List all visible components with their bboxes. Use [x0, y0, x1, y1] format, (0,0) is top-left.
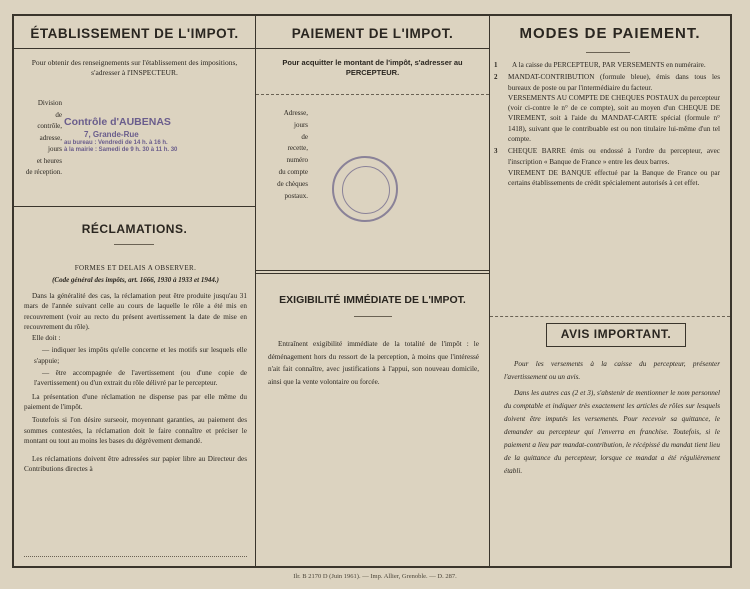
divider — [256, 48, 489, 49]
label: Division — [37, 99, 62, 107]
inspector-stamp — [64, 116, 254, 153]
label: jours — [294, 120, 308, 129]
reclamations-body — [24, 264, 247, 475]
paragraph: — indiquer les impôts qu'elle concerne et les motifs sur lesquels elle s'appuie; — [34, 346, 247, 365]
label: du compte — [278, 167, 308, 176]
column-etablissement — [14, 16, 256, 566]
label: de — [55, 110, 62, 119]
label: numéro — [286, 156, 308, 165]
stamp-line: Contrôle d'AUBENAS — [64, 116, 171, 128]
avis-title: AVIS IMPORTANT. — [560, 327, 672, 341]
avis-body — [504, 358, 720, 478]
avis-paragraph: Pour les versements à la caisse du percepteur, présenter l'avertissement ou un avis. — [504, 360, 720, 381]
mode-item-1: 1 A la caisse du PERCEPTEUR, PAR VERSEMENTS en numéraire. — [508, 60, 720, 70]
postmark-seal — [332, 156, 398, 222]
column-paiement — [256, 16, 490, 566]
code-reference: (Code général des impôts, art. 1666, 1930 à 1933 et 1944.) — [52, 276, 219, 284]
dashed-line — [256, 94, 489, 95]
stamp-line: 7, Grande-Rue — [84, 130, 139, 139]
postmark-inner-ring — [342, 166, 390, 214]
short-rule — [354, 316, 392, 317]
percepteur-labels — [260, 108, 308, 202]
stamp-line: à la mairie : Samedi de 9 h. 30 à 11 h. 30 — [64, 147, 178, 153]
paiement-intro: Pour acquitter le montant de l'impôt, s'adresser au PERCEPTEUR. — [282, 58, 463, 77]
avis-box — [546, 323, 686, 347]
exigibilite-text: Entraînent exigibilité immédiate de la totalité de l'impôt : le déménagement hors du ressort de la perception, à moins que l'intéressé n'ait fait connaître, avec justifications à l'appui, son nouveau domicile, ainsi que la vente volontaire ou forcée. — [268, 340, 479, 386]
paragraph: Les réclamations doivent être adressées sur papier libre au Directeur des Contributions directes à — [24, 455, 247, 474]
label: recette, — [287, 144, 308, 153]
stamp-line: au bureau : Vendredi de 14 h. à 16 h. — [64, 140, 168, 146]
label: de — [301, 132, 308, 141]
label: et heures — [36, 156, 62, 165]
label: de chèques — [277, 179, 308, 188]
mode-text: VIREMENT DE BANQUE effectué par la Banque de France ou par certains établissements de crédit spécialement autorisés à cet effet. — [508, 168, 720, 188]
divider — [256, 270, 489, 271]
printer-footer: Ilr. B 2170 D (Juin 1961). — Imp. Allier, Grenoble. — D. 287. — [293, 573, 457, 580]
label: postaux. — [284, 191, 308, 200]
label: adresse, — [39, 133, 62, 142]
mode-text: CHEQUE BARRE émis ou endossé à l'ordre du percepteur, avec l'inscription « Banque de France » entre les deux barres. — [508, 147, 720, 166]
etablissement-title: ÉTABLISSEMENT DE L'IMPOT. — [30, 26, 239, 41]
dotted-line — [24, 556, 247, 557]
outer-frame — [12, 14, 732, 568]
paragraph: Toutefois si l'on désire surseoir, moyennant garanties, au paiement des sommes contestées, la réclamation doit le faire connaître et préciser le montant ou tout au moins les bases du dégrèvement demandé. — [24, 416, 247, 445]
paiement-title: PAIEMENT DE L'IMPOT. — [291, 26, 454, 41]
divider — [14, 48, 255, 49]
formes-title: FORMES ET DELAIS A OBSERVER. — [74, 264, 197, 272]
label: jours — [48, 145, 62, 153]
short-rule — [114, 244, 154, 245]
mode-item-2: 2 MANDAT-CONTRIBUTION (formule bleue), émis dans tous les bureaux de poste ou par l'intermédiaire du facteur. VERSEMENTS AU COMPTE DE CHEQUES POSTAUX du percepteur (voir ci-contre le n° de ce compte), soit au moyen d'un CHEQUE DE VIREMENT, soit à l'aide du MANDAT-CARTE spécial (formule n° 1418), suivant que le contribuable est ou non titulaire lui-même d'un tel compte. — [494, 73, 720, 144]
short-rule — [586, 52, 630, 53]
modes-list — [494, 60, 720, 189]
modes-title: MODES DE PAIEMENT. — [519, 25, 701, 42]
label: contrôle, — [37, 122, 62, 130]
divider — [14, 206, 255, 207]
paragraph: — être accompagnée de l'avertissement (ou d'une copie de l'avertissement) ou d'un extrait du rôle délivré par le percepteur. — [34, 369, 247, 388]
exigibilite-title: EXIGIBILITÉ IMMÉDIATE DE L'IMPOT. — [279, 294, 466, 306]
paragraph: La présentation d'une réclamation ne dispense pas par elle même du paiement de l'impôt. — [24, 392, 247, 411]
avis-paragraph: Dans les autres cas (2 et 3), s'abstenir de mentionner le nom personnel du comptable et indiquer très exactement les articles de rôles sur lesquels doivent être imputés les versements. Pour recevoir sa quittance, le demander au percepteur qui l'enverra en franchise. Toutefois, si le paiement a lieu par mandat-contribution, le récépissé du mandat tient lieu de la quittance du percepteur, lorsque ce mandat a été régulièrement établi. — [504, 389, 720, 475]
divider — [256, 273, 489, 274]
column-modes — [490, 16, 730, 566]
etablissement-intro: Pour obtenir des renseignements sur l'établissement des impositions, s'adresser à l'INSPECTEUR. — [31, 58, 238, 77]
mode-item-3: 3 CHEQUE BARRE émis ou endossé à l'ordre du percepteur, avec l'inscription « Banque de France » entre les deux barres. VIREMENT DE BANQUE effectué par la Banque de France ou par certains établissements de crédit spécialement autorisés à cet effet. — [494, 147, 720, 188]
paragraph: Dans la généralité des cas, la réclamation peut être produite jusqu'au 31 mars de l'année suivant celle au cours de laquelle le rôle a été mis en recouvrement (voir au recto du présent avertissement la date de mise en recouvrement du rôle). — [24, 292, 247, 331]
label: de réception. — [25, 168, 62, 176]
mode-text: VERSEMENTS AU COMPTE DE CHEQUES POSTAUX du percepteur (voir ci-contre le n° de ce compte), soit au moyen d'un CHEQUE DE VIREMENT, soit à l'aide du MANDAT-CARTE spécial (formule n° 1418), suivant que le contribuable est ou non titulaire lui-même d'un tel compte. — [508, 93, 720, 144]
mode-text: MANDAT-CONTRIBUTION (formule bleue), émis dans tous les bureaux de poste ou par l'intermédiaire du facteur. — [508, 73, 720, 92]
dashed-line — [490, 316, 730, 317]
paragraph: Elle doit : — [32, 334, 61, 343]
mode-text: A la caisse du PERCEPTEUR, PAR VERSEMENTS en numéraire. — [512, 61, 706, 69]
reclamations-title: RÉCLAMATIONS. — [81, 222, 188, 236]
inspector-labels — [18, 98, 62, 179]
label: Adresse, — [283, 109, 308, 117]
